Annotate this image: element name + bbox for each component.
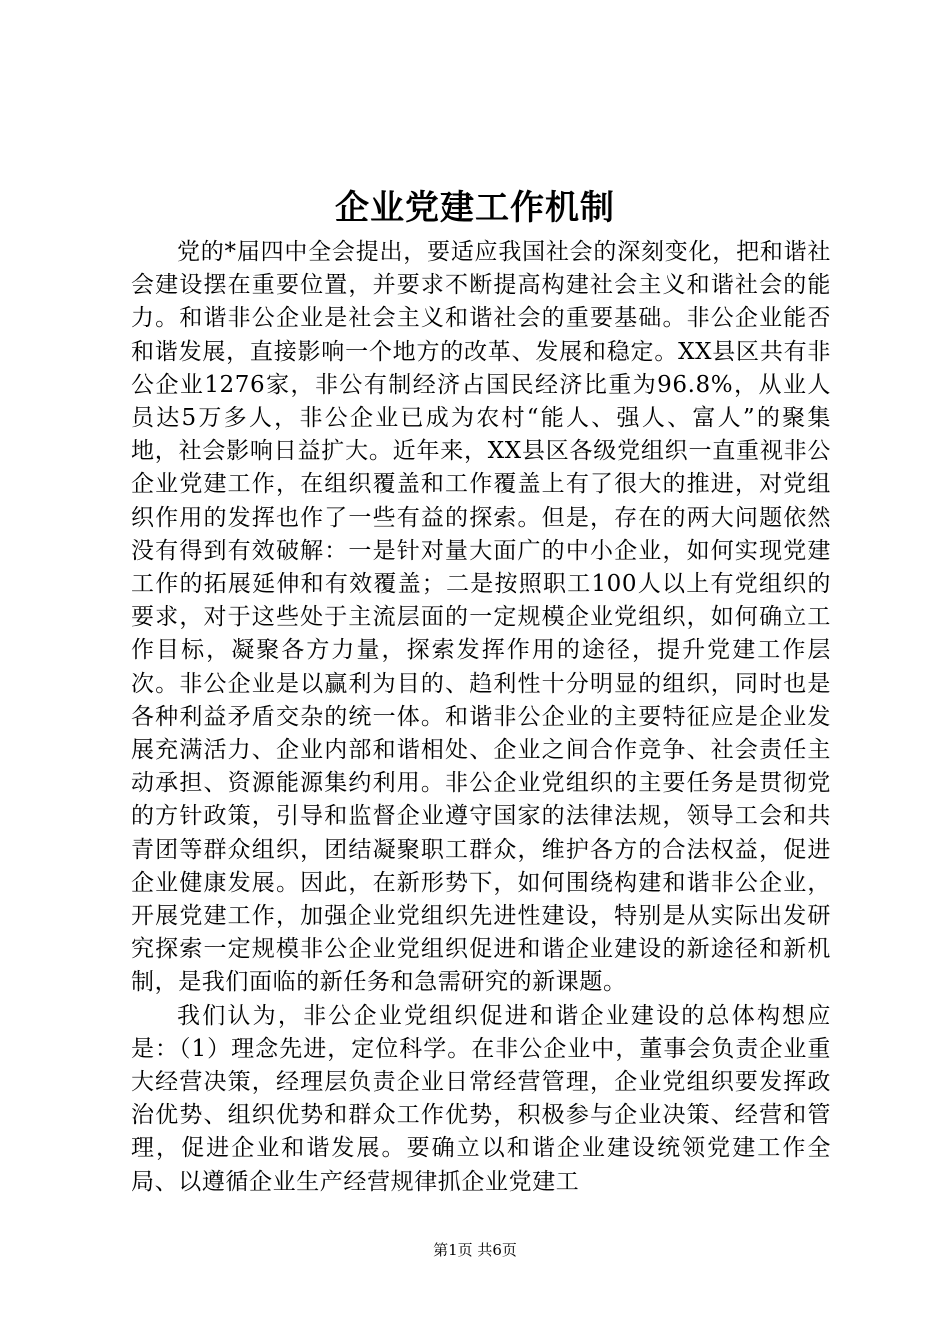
paragraph-1: 党的*届四中全会提出，要适应我国社会的深刻变化，把和谐社会建设摆在重要位置，并要求不断提高构建社会主义和谐社会的能力。和谐非公企业是社会主义和谐社会的重要基础。非公企业能否和谐发展，直接影响一个地方的改革、发展和稳定。XX县区共有非公企业1276家，非公有制经济占国民经济比重为96.8%，从业人员达5万多人，非公企业已成为农村“能人、强人、富人”的聚集地，社会影响日益扩大。近年来，XX县区各级党组织一直重视非公企业党建工作，在组织覆盖和工作覆盖上有了很大的推进，对党组织作用的发挥也作了一些有益的探索。但是，存在的两大问题依然没有得到有效破解：一是针对量大面广的中小企业，如何实现党建工作的拓展延伸和有效覆盖；二是按照职工100人以上有党组织的要求，对于这些处于主流层面的一定规模企业党组织，如何确立工作目标，凝聚各方力量，探索发挥作用的途径，提升党建工作层次。非公企业是以赢利为目的、趋利性十分明显的组织，同时也是各种利益矛盾交杂的统一体。和谐非公企业的主要特征应是企业发展充满活力、企业内部和谐相处、企业之间合作竞争、社会责任主动承担、资源能源集约利用。非公企业党组织的主要任务是贯彻党的方针政策，引导和监督企业遵守国家的法律法规，领导工会和共青团等群众组织，团结凝聚职工群众，维护各方的合法权益，促进企业健康发展。因此，在新形势下，如何围绕构建和谐非公企业，开展党建工作，加强企业党组织先进性建设，特别是从实际出发研究探索一定规模非公企业党组织促进和谐企业建设的新途径和新机制，是我们面临的新任务和急需研究的新课题。 [131, 239, 831, 996]
document-title: 企业党建工作机制 [335, 188, 615, 228]
paragraph-2: 我们认为，非公企业党组织促进和谐企业建设的总体构想应是：（1）理念先进，定位科学。在非公企业中，董事会负责企业重大经营决策，经理层负责企业日常经营管理，企业党组织要发挥政治优势、组织优势和群众工作优势，积极参与企业决策、经营和管理，促进企业和谐发展。要确立以和谐企业建设统领党建工作全局、以遵循企业生产经营规律抓企业党建工 [131, 1002, 831, 1195]
page-number-footer: 第1页 共6页 [433, 1241, 517, 1259]
document-body [131, 236, 831, 1199]
